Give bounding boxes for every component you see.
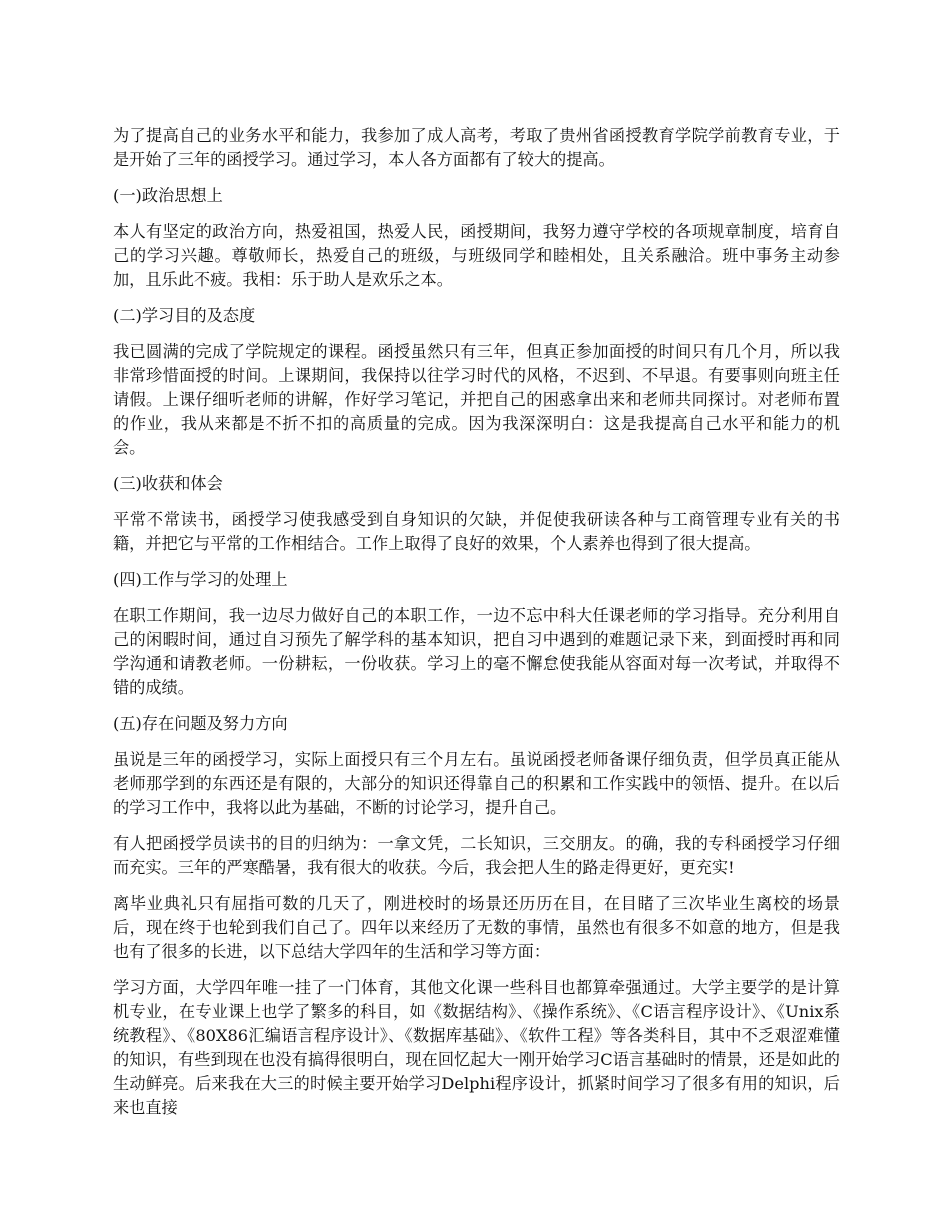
- section-heading-study-attitude: (二)学习目的及态度: [113, 306, 256, 325]
- gains-paragraph: 平常不常读书，函授学习使我感受到自身知识的欠缺，并促使我研读各种与工商管理专业有关的书籍，并把它与平常的工作相结合。工作上取得了良好的效果，个人素养也得到了很大提高。: [113, 510, 840, 553]
- section-heading-work-study: (四)工作与学习的处理上: [113, 570, 288, 589]
- purpose-paragraph: 有人把函授学员读书的目的归纳为：一拿文凭，二长知识，三交朋友。的确，我的专科函授学习仔细而充实。三年的严寒酷暑，我有很大的收获。今后，我会把人生的路走得更好，更充实!: [113, 834, 840, 877]
- work-study-paragraph: 在职工作期间，我一边尽力做好自己的本职工作，一边不忘中科大任课老师的学习指导。充分利用自己的闲暇时间，通过自习预先了解学科的基本知识，把自习中遇到的难题记录下来，到面授时再和同学沟通和请教老师。一份耕耘，一份收获。学习上的毫不懈怠使我能从容面对每一次考试，并取得不错的成绩。: [113, 606, 840, 697]
- graduation-paragraph: 离毕业典礼只有屈指可数的几天了，刚进校时的场景还历历在目，在目睹了三次毕业生离校的场景后，现在终于也轮到我们自己了。四年以来经历了无数的事情，虽然也有很多不如意的地方，但是我也有了很多的长进，以下总结大学四年的生活和学习等方面：: [113, 894, 840, 961]
- intro-paragraph: 为了提高自己的业务水平和能力，我参加了成人高考，考取了贵州省函授教育学院学前教育专业，于是开始了三年的函授学习。通过学习，本人各方面都有了较大的提高。: [113, 126, 840, 169]
- study-attitude-paragraph: 我已圆满的完成了学院规定的课程。函授虽然只有三年，但真正参加面授的时间只有几个月，所以我非常珍惜面授的时间。上课期间，我保持以往学习时代的风格，不迟到、不早退。有要事则向班主任请假。上课仔细听老师的讲解，作好学习笔记，并把自己的困惑拿出来和老师共同探讨。对老师布置的作业，我从来都是不折不扣的高质量的完成。因为我深深明白：这是我提高自己水平和能力的机会。: [113, 342, 840, 457]
- section-heading-problems: (五)存在问题及努力方向: [113, 714, 288, 733]
- problems-paragraph: 虽说是三年的函授学习，实际上面授只有三个月左右。虽说函授老师备课仔细负责，但学员真正能从老师那学到的东西还是有限的，大部分的知识还得靠自己的积累和工作实践中的领悟、提升。在以后的学习工作中，我将以此为基础，不断的讨论学习，提升自己。: [113, 750, 840, 817]
- study-summary-paragraph: 学习方面，大学四年唯一挂了一门体育，其他文化课一些科目也都算牵强通过。大学主要学的是计算机专业，在专业课上也学了繁多的科目，如《数据结构》、《操作系统》、《C语言程序设计》、《Unix系统教程》、《80X86汇编语言程序设计》、《数据库基础》、《软件工程》等各类科目，其中不乏艰涩难懂的知识，有些到现在也没有搞得很明白，现在回忆起大一刚开始学习C语言基础时的情景，还是如此的生动鲜亮。后来我在大三的时候主要开始学习Delphi程序设计，抓紧时间学习了很多有用的知识，后来也直接: [113, 978, 840, 1117]
- section-heading-politics: (一)政治思想上: [113, 186, 223, 205]
- politics-paragraph: 本人有坚定的政治方向，热爱祖国，热爱人民，函授期间，我努力遵守学校的各项规章制度，培育自己的学习兴趣。尊敬师长，热爱自己的班级，与班级同学和睦相处，且关系融洽。班中事务主动参加，且乐此不疲。我相：乐于助人是欢乐之本。: [113, 222, 840, 289]
- section-heading-gains: (三)收获和体会: [113, 474, 223, 493]
- document-body: [113, 124, 840, 1132]
